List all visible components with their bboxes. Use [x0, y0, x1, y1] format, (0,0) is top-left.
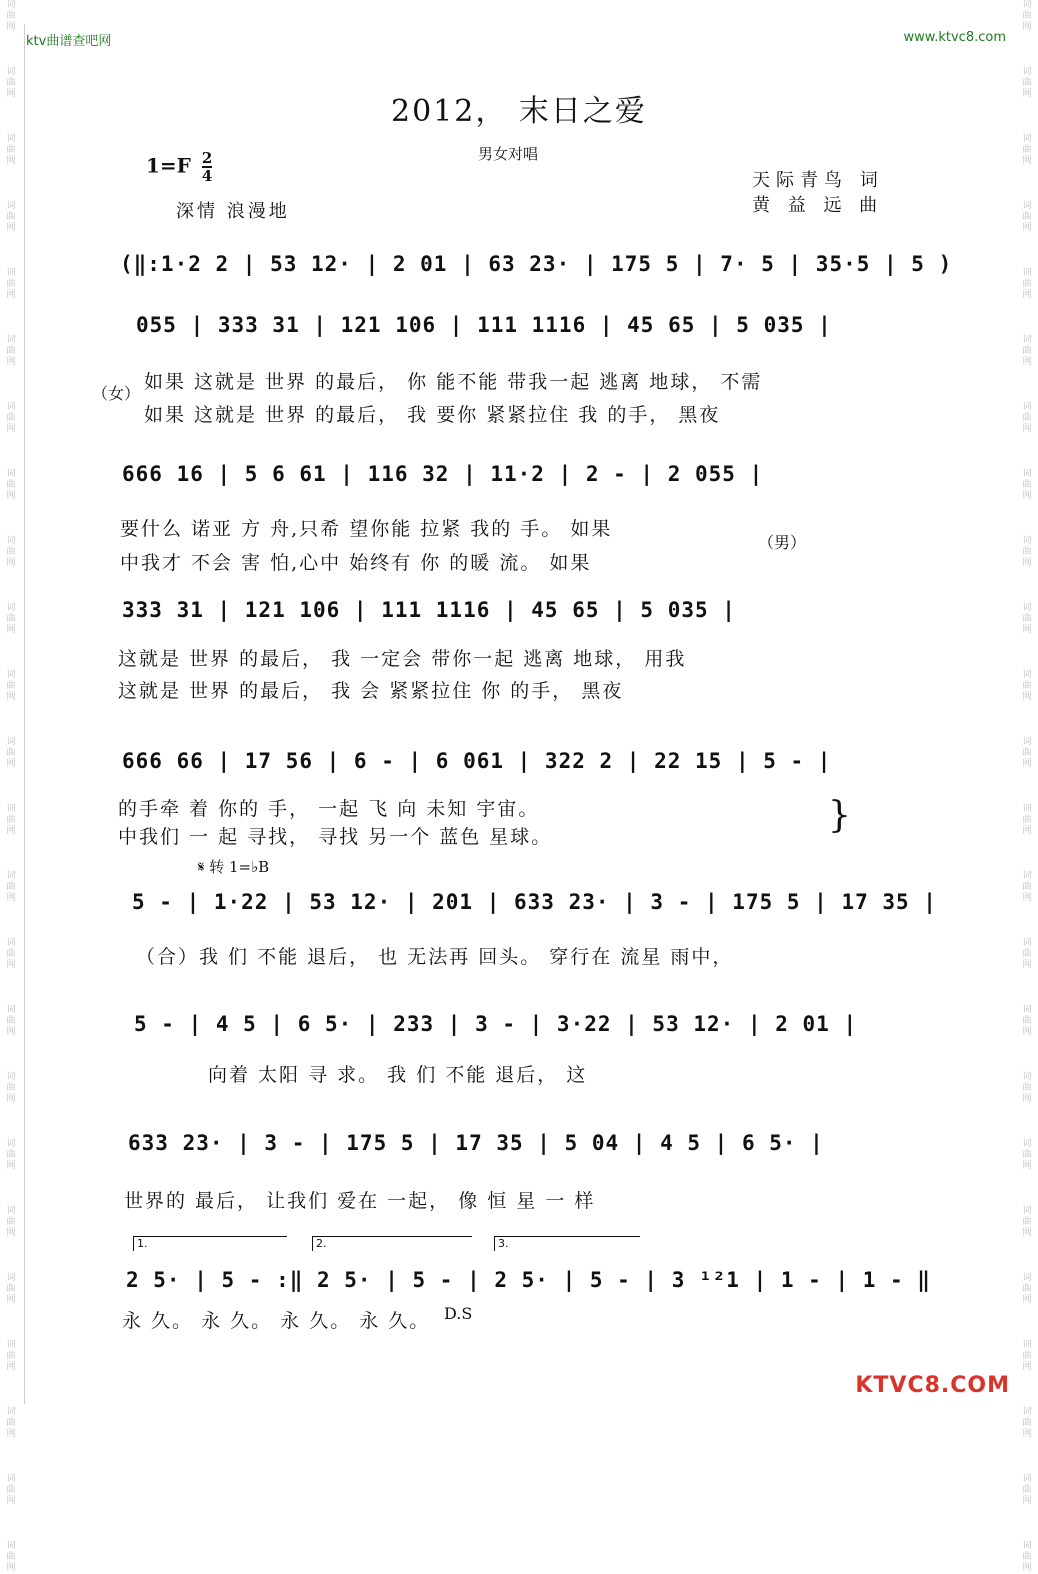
side-watermark-text: 词 曲 网: [1022, 1206, 1032, 1238]
site-watermark-left[interactable]: ktv曲谱查吧网: [26, 34, 112, 49]
side-watermark-text: 词 曲 网: [1022, 268, 1032, 300]
lyrics-line-6: （合）我 们 不能 退后， 也 无法再 回头。 穿行在 流星 雨中，: [136, 946, 734, 968]
side-watermark-text: 词 曲 网: [1022, 1139, 1032, 1171]
site-logo: KTVC8.COM: [855, 1373, 1010, 1398]
lyrics-line-2a: 如果 这就是 世界 的最后， 你 能不能 带我一起 逃离 地球， 不需: [144, 371, 763, 393]
side-watermark-text: 词 曲 网: [6, 737, 16, 769]
lyrics-line-5a: 的手牵 着 你的 手， 一起 飞 向 未知 宇宙。: [118, 798, 540, 820]
page-border-line: [24, 24, 25, 1404]
side-watermark-text: 词 曲 网: [1022, 536, 1032, 568]
side-watermark-text: 词 曲 网: [1022, 603, 1032, 635]
side-watermark-text: 词 曲 网: [6, 469, 16, 501]
side-watermark-text: 词 曲 网: [1022, 871, 1032, 903]
voice-male-label: （男）: [758, 533, 807, 552]
side-watermark-text: 词 曲 网: [1022, 0, 1032, 32]
lyrics-line-4a: 这就是 世界 的最后， 我 一定会 带你一起 逃离 地球， 用我: [118, 648, 687, 670]
side-watermark-text: 词 曲 网: [6, 938, 16, 970]
volta-2: 2.: [312, 1236, 472, 1251]
song-title: 2012， 末日之爱: [391, 94, 647, 129]
side-watermark-text: 词 曲 网: [1022, 134, 1032, 166]
lyricist-credit: 天际青鸟 词: [752, 170, 884, 191]
score-line-7-notes: 5 - | 4 5 | 6 5· | 233 | 3 - | 3·22 | 53 12· | 2 01 |: [134, 1012, 858, 1036]
voice-female-label: （女）: [92, 384, 141, 403]
side-watermark-text: 词 曲 网: [6, 201, 16, 233]
lyrics-line-4b: 这就是 世界 的最后， 我 会 紧紧拉住 你 的手， 黑夜: [118, 680, 624, 702]
score-line-2-notes: 055 | 333 31 | 121 106 | 111 1116 | 45 65 | 5 035 |: [136, 313, 832, 337]
side-watermark-text: 词 曲 网: [1022, 201, 1032, 233]
lyrics-line-5b: 中我们 一 起 寻找， 寻找 另一个 蓝色 星球。: [118, 826, 553, 848]
volta-3: 3.: [494, 1236, 640, 1251]
side-watermark-text: 词 曲 网: [1022, 670, 1032, 702]
site-watermark-right[interactable]: www.ktvc8.com: [903, 30, 1006, 45]
side-watermark-text: 词 曲 网: [1022, 938, 1032, 970]
volta-1: 1.: [133, 1236, 287, 1251]
side-watermark-text: 词 曲 网: [1022, 1407, 1032, 1439]
side-watermark-text: 词 曲 网: [6, 1072, 16, 1104]
score-line-9-notes: 2 5· | 5 - :‖ 2 5· | 5 - | 2 5· | 5 - | 3 ¹²1 | 1 - | 1 - ‖: [126, 1268, 931, 1292]
composer-credit: 黄 益 远 曲: [752, 195, 884, 216]
side-watermark-text: 词 曲 网: [1022, 1005, 1032, 1037]
side-watermark-text: 词 曲 网: [6, 0, 16, 32]
side-watermark-text: 词 曲 网: [6, 670, 16, 702]
side-watermark-text: 词 曲 网: [1022, 1541, 1032, 1573]
dal-segno-mark: D.S: [444, 1304, 473, 1323]
side-watermark-text: 词 曲 网: [1022, 335, 1032, 367]
side-watermark-text: 词 曲 网: [6, 1407, 16, 1439]
score-line-3-notes: 666 16 | 5 6 61 | 116 32 | 11·2 | 2 - | 2 055 |: [122, 462, 764, 486]
lyrics-line-3b: 中我才 不会 害 怕,心中 始终有 你 的暖 流。 如果: [120, 552, 592, 574]
side-watermark-text: 词 曲 网: [1022, 1340, 1032, 1372]
time-signature: [202, 150, 212, 184]
lyric-brace: }: [828, 795, 851, 836]
side-watermark-text: 词 曲 网: [6, 1005, 16, 1037]
tempo-marking: 深情 浪漫地: [176, 201, 290, 222]
performance-note: 男女对唱: [478, 145, 539, 163]
side-watermark-text: 词 曲 网: [1022, 67, 1032, 99]
time-bottom: 4: [201, 167, 213, 185]
side-watermark-text: 词 曲 网: [6, 402, 16, 434]
side-watermark-text: 词 曲 网: [1022, 402, 1032, 434]
side-watermark-text: 词 曲 网: [6, 67, 16, 99]
side-watermark-text: 词 曲 网: [6, 268, 16, 300]
side-watermark-text: 词 曲 网: [6, 1139, 16, 1171]
key-signature: [146, 150, 212, 184]
side-watermark-text: 词 曲 网: [6, 1541, 16, 1573]
side-watermark-text: 词 曲 网: [6, 1273, 16, 1305]
side-watermark-text: 词 曲 网: [6, 603, 16, 635]
side-watermark-text: 词 曲 网: [6, 871, 16, 903]
score-line-1-notes: (‖:1·2 2 | 53 12· | 2 01 | 63 23· | 175 5 | 7· 5 | 35·5 | 5 ): [120, 252, 953, 276]
side-watermark-text: 词 曲 网: [6, 1340, 16, 1372]
left-watermark-column: [0, 0, 22, 1573]
side-watermark-text: 词 曲 网: [1022, 1273, 1032, 1305]
side-watermark-text: 词 曲 网: [1022, 737, 1032, 769]
side-watermark-text: 词 曲 网: [6, 1474, 16, 1506]
side-watermark-text: 词 曲 网: [6, 1206, 16, 1238]
lyrics-line-7: 向着 太阳 寻 求。 我 们 不能 退后， 这: [208, 1064, 588, 1086]
side-watermark-text: 词 曲 网: [6, 335, 16, 367]
side-watermark-text: 词 曲 网: [1022, 469, 1032, 501]
side-watermark-text: 词 曲 网: [6, 536, 16, 568]
score-line-6-notes: 5 - | 1·22 | 53 12· | 201 | 633 23· | 3 - | 175 5 | 17 35 |: [132, 890, 937, 914]
score-line-8-notes: 633 23· | 3 - | 175 5 | 17 35 | 5 04 | 4 5 | 6 5· |: [128, 1131, 824, 1155]
side-watermark-text: 词 曲 网: [1022, 1072, 1032, 1104]
side-watermark-text: 词 曲 网: [1022, 804, 1032, 836]
lyrics-line-3a: 要什么 诺亚 方 舟,只希 望你能 拉紧 我的 手。 如果: [120, 518, 613, 540]
time-top: 2: [201, 149, 213, 167]
score-line-4-notes: 333 31 | 121 106 | 111 1116 | 45 65 | 5 035 |: [122, 598, 736, 622]
score-line-5-notes: 666 66 | 17 56 | 6 - | 6 061 | 322 2 | 22 15 | 5 - |: [122, 749, 832, 773]
right-watermark-column: [1016, 0, 1038, 1573]
key-label: 1=F: [146, 153, 191, 178]
side-watermark-text: 词 曲 网: [6, 804, 16, 836]
side-watermark-text: 词 曲 网: [6, 134, 16, 166]
lyrics-line-2b: 如果 这就是 世界 的最后， 我 要你 紧紧拉住 我 的手， 黑夜: [144, 404, 721, 426]
segno-modulation-mark: 𝄋 转 1=♭B: [198, 858, 270, 876]
lyrics-line-8: 世界的 最后， 让我们 爱在 一起， 像 恒 星 一 样: [124, 1190, 596, 1212]
lyrics-line-9: 永 久。 永 久。 永 久。 永 久。: [122, 1310, 431, 1332]
side-watermark-text: 词 曲 网: [1022, 1474, 1032, 1506]
